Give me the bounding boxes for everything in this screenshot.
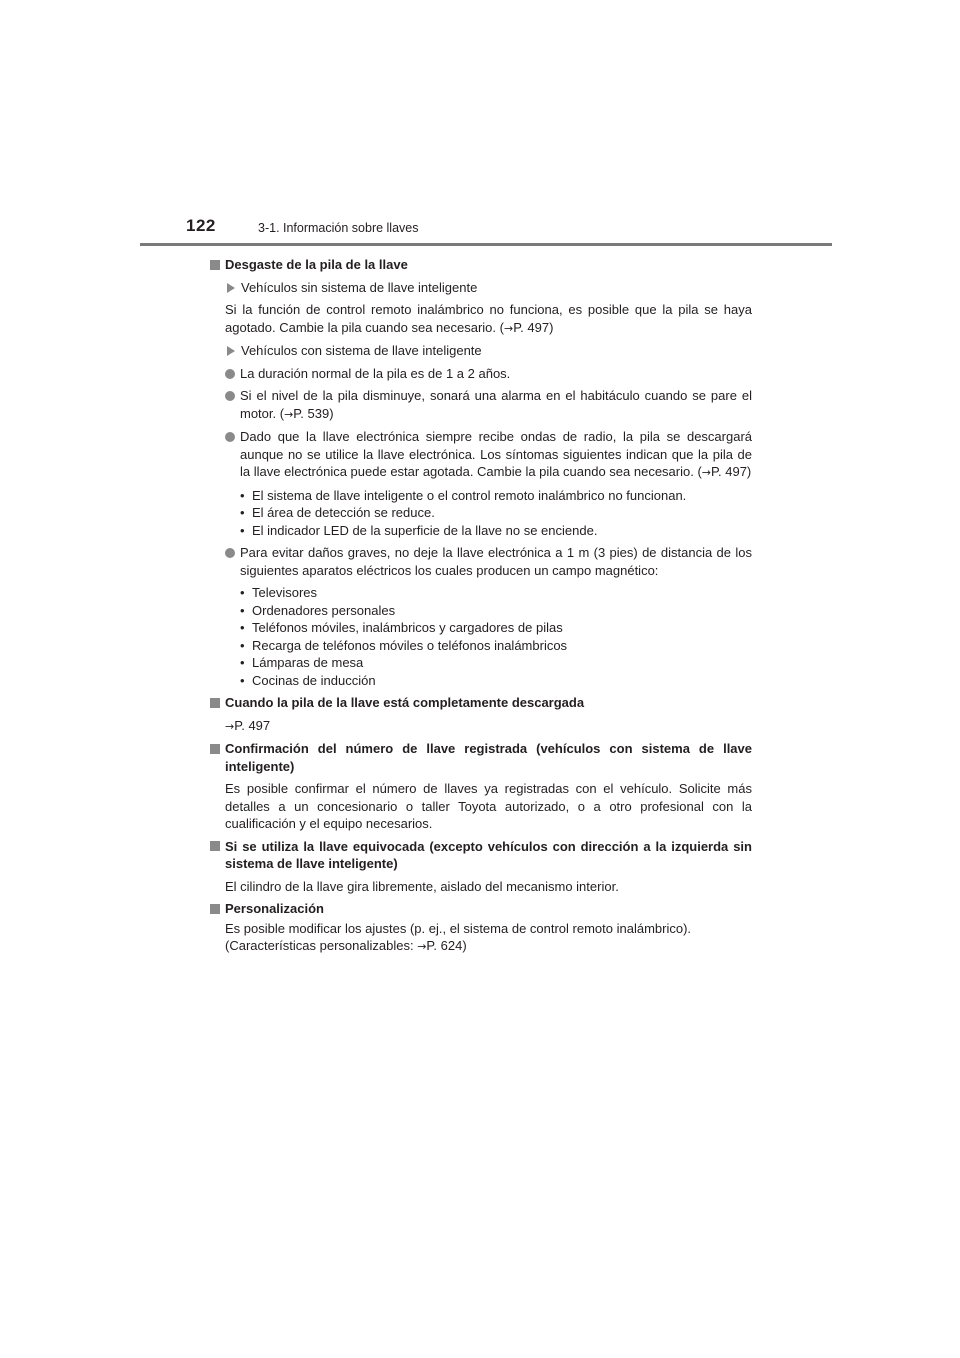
bullet-icon: •: [240, 505, 245, 520]
bullet-icon: •: [240, 585, 245, 600]
device-item: • Ordenadores personales: [240, 602, 396, 618]
reference-arrow-icon: →: [701, 466, 712, 479]
square-bullet-icon: [210, 260, 220, 270]
reference-arrow-icon: →: [284, 407, 294, 421]
square-bullet-icon: [210, 904, 220, 914]
device-item: • Teléfonos móviles, inalámbricos y cargadores de pilas: [240, 620, 563, 635]
device-item: • Televisores: [240, 585, 318, 600]
page-reference[interactable]: P. 497: [234, 717, 271, 733]
device-item: • Lámparas de mesa: [240, 655, 364, 670]
paragraph-remote-battery: Si la función de control remoto inalámbrico no funciona, es posible que la pila se haya agotado. Cambie la pila cuando sea necesario. (→P. 497): [225, 302, 752, 335]
section-title: 3-1. Información sobre llaves: [258, 221, 419, 235]
heading-key-count: Confirmación del número de llave registrada (vehículos con sistema de llave inteligente): [208, 740, 752, 775]
circle-bullet-icon: [225, 432, 235, 442]
list-item: Si el nivel de la pila disminuye, sonará una alarma en el habitáculo cuando se pare el motor. (→P. 539): [208, 387, 752, 423]
symptom-item: • El indicador LED de la superficie de la llave no se enciende.: [240, 522, 598, 538]
reference-arrow-icon: →: [503, 321, 514, 335]
square-bullet-icon: [210, 841, 220, 851]
paragraph-customization: Es posible modificar los ajustes (p. ej., el sistema de control remoto inalámbrico). (Características personalizables: →P. 624): [225, 920, 692, 953]
device-list: [208, 584, 752, 689]
bullet-icon: •: [240, 602, 245, 618]
list-item: La duración normal de la pila es de 1 a 2 años.: [208, 365, 752, 383]
square-bullet-icon: [210, 744, 220, 754]
heading-battery-wear: Desgaste de la pila de la llave: [208, 256, 752, 274]
circle-bullet-icon: [225, 369, 235, 379]
symptom-list: [208, 487, 752, 540]
device-item: • Recarga de teléfonos móviles o teléfonos inalámbricos: [240, 637, 568, 653]
square-bullet-icon: [210, 698, 220, 708]
triangle-arrow-icon: [227, 346, 235, 356]
bullet-icon: •: [240, 672, 245, 688]
heading-battery-dead: Cuando la pila de la llave está completamente descargada: [208, 694, 752, 712]
page-reference[interactable]: P. 624): [426, 938, 467, 953]
bullet-icon: •: [240, 655, 245, 670]
circle-bullet-icon: [225, 548, 235, 558]
device-item: • Cocinas de inducción: [240, 672, 376, 688]
page-body: [208, 256, 752, 961]
reference-arrow-icon: →: [417, 940, 427, 953]
bullet-icon: •: [240, 620, 245, 635]
paragraph-wrong-key: El cilindro de la llave gira libremente, aislado del mecanismo interior.: [225, 878, 619, 894]
symptom-item: • El sistema de llave inteligente o el control remoto inalámbrico no funcionan.: [240, 487, 687, 503]
triangle-arrow-icon: [227, 283, 235, 293]
page-reference[interactable]: P. 497): [513, 319, 554, 335]
condition-smart-key: Vehículos con sistema de llave inteligente: [208, 342, 752, 360]
circle-bullet-icon: [225, 391, 235, 401]
paragraph-battery-dead-ref: [208, 717, 752, 736]
symptom-item: • El área de detección se reduce.: [240, 505, 435, 520]
condition-no-smart-key: Vehículos sin sistema de llave inteligente: [208, 279, 752, 297]
reference-arrow-icon: →: [225, 719, 235, 733]
bullet-icon: •: [240, 522, 245, 538]
list-item: Para evitar daños graves, no deje la llave electrónica a 1 m (3 pies) de distancia de los siguientes aparatos eléctricos los cuales producen un campo magnético:: [208, 544, 752, 579]
paragraph-key-count: Es posible confirmar el número de llaves ya registradas con el vehículo. Solicite más detalles a un concesionario o taller Toyota autorizado, o a otro profesional con la cualificación y el equipo necesarios.: [225, 781, 752, 831]
page-reference[interactable]: P. 497): [711, 464, 752, 479]
page-reference[interactable]: P. 539): [293, 405, 334, 421]
heading-customization: Personalización: [208, 900, 752, 918]
page-number: 122: [186, 216, 216, 235]
list-item: Dado que la llave electrónica siempre recibe ondas de radio, la pila se descargará aunque no se utilice la llave electrónica. Los síntomas siguientes indican que la pila de la llave electrónica puede estar agotada. Cambie la pila cuando sea necesario. (→P. 497): [208, 428, 752, 482]
header-divider: [140, 243, 832, 246]
bullet-icon: •: [240, 637, 245, 653]
bullet-icon: •: [240, 487, 245, 503]
heading-wrong-key: Si se utiliza la llave equivocada (excepto vehículos con dirección a la izquierda sin sistema de llave inteligente): [208, 838, 752, 873]
